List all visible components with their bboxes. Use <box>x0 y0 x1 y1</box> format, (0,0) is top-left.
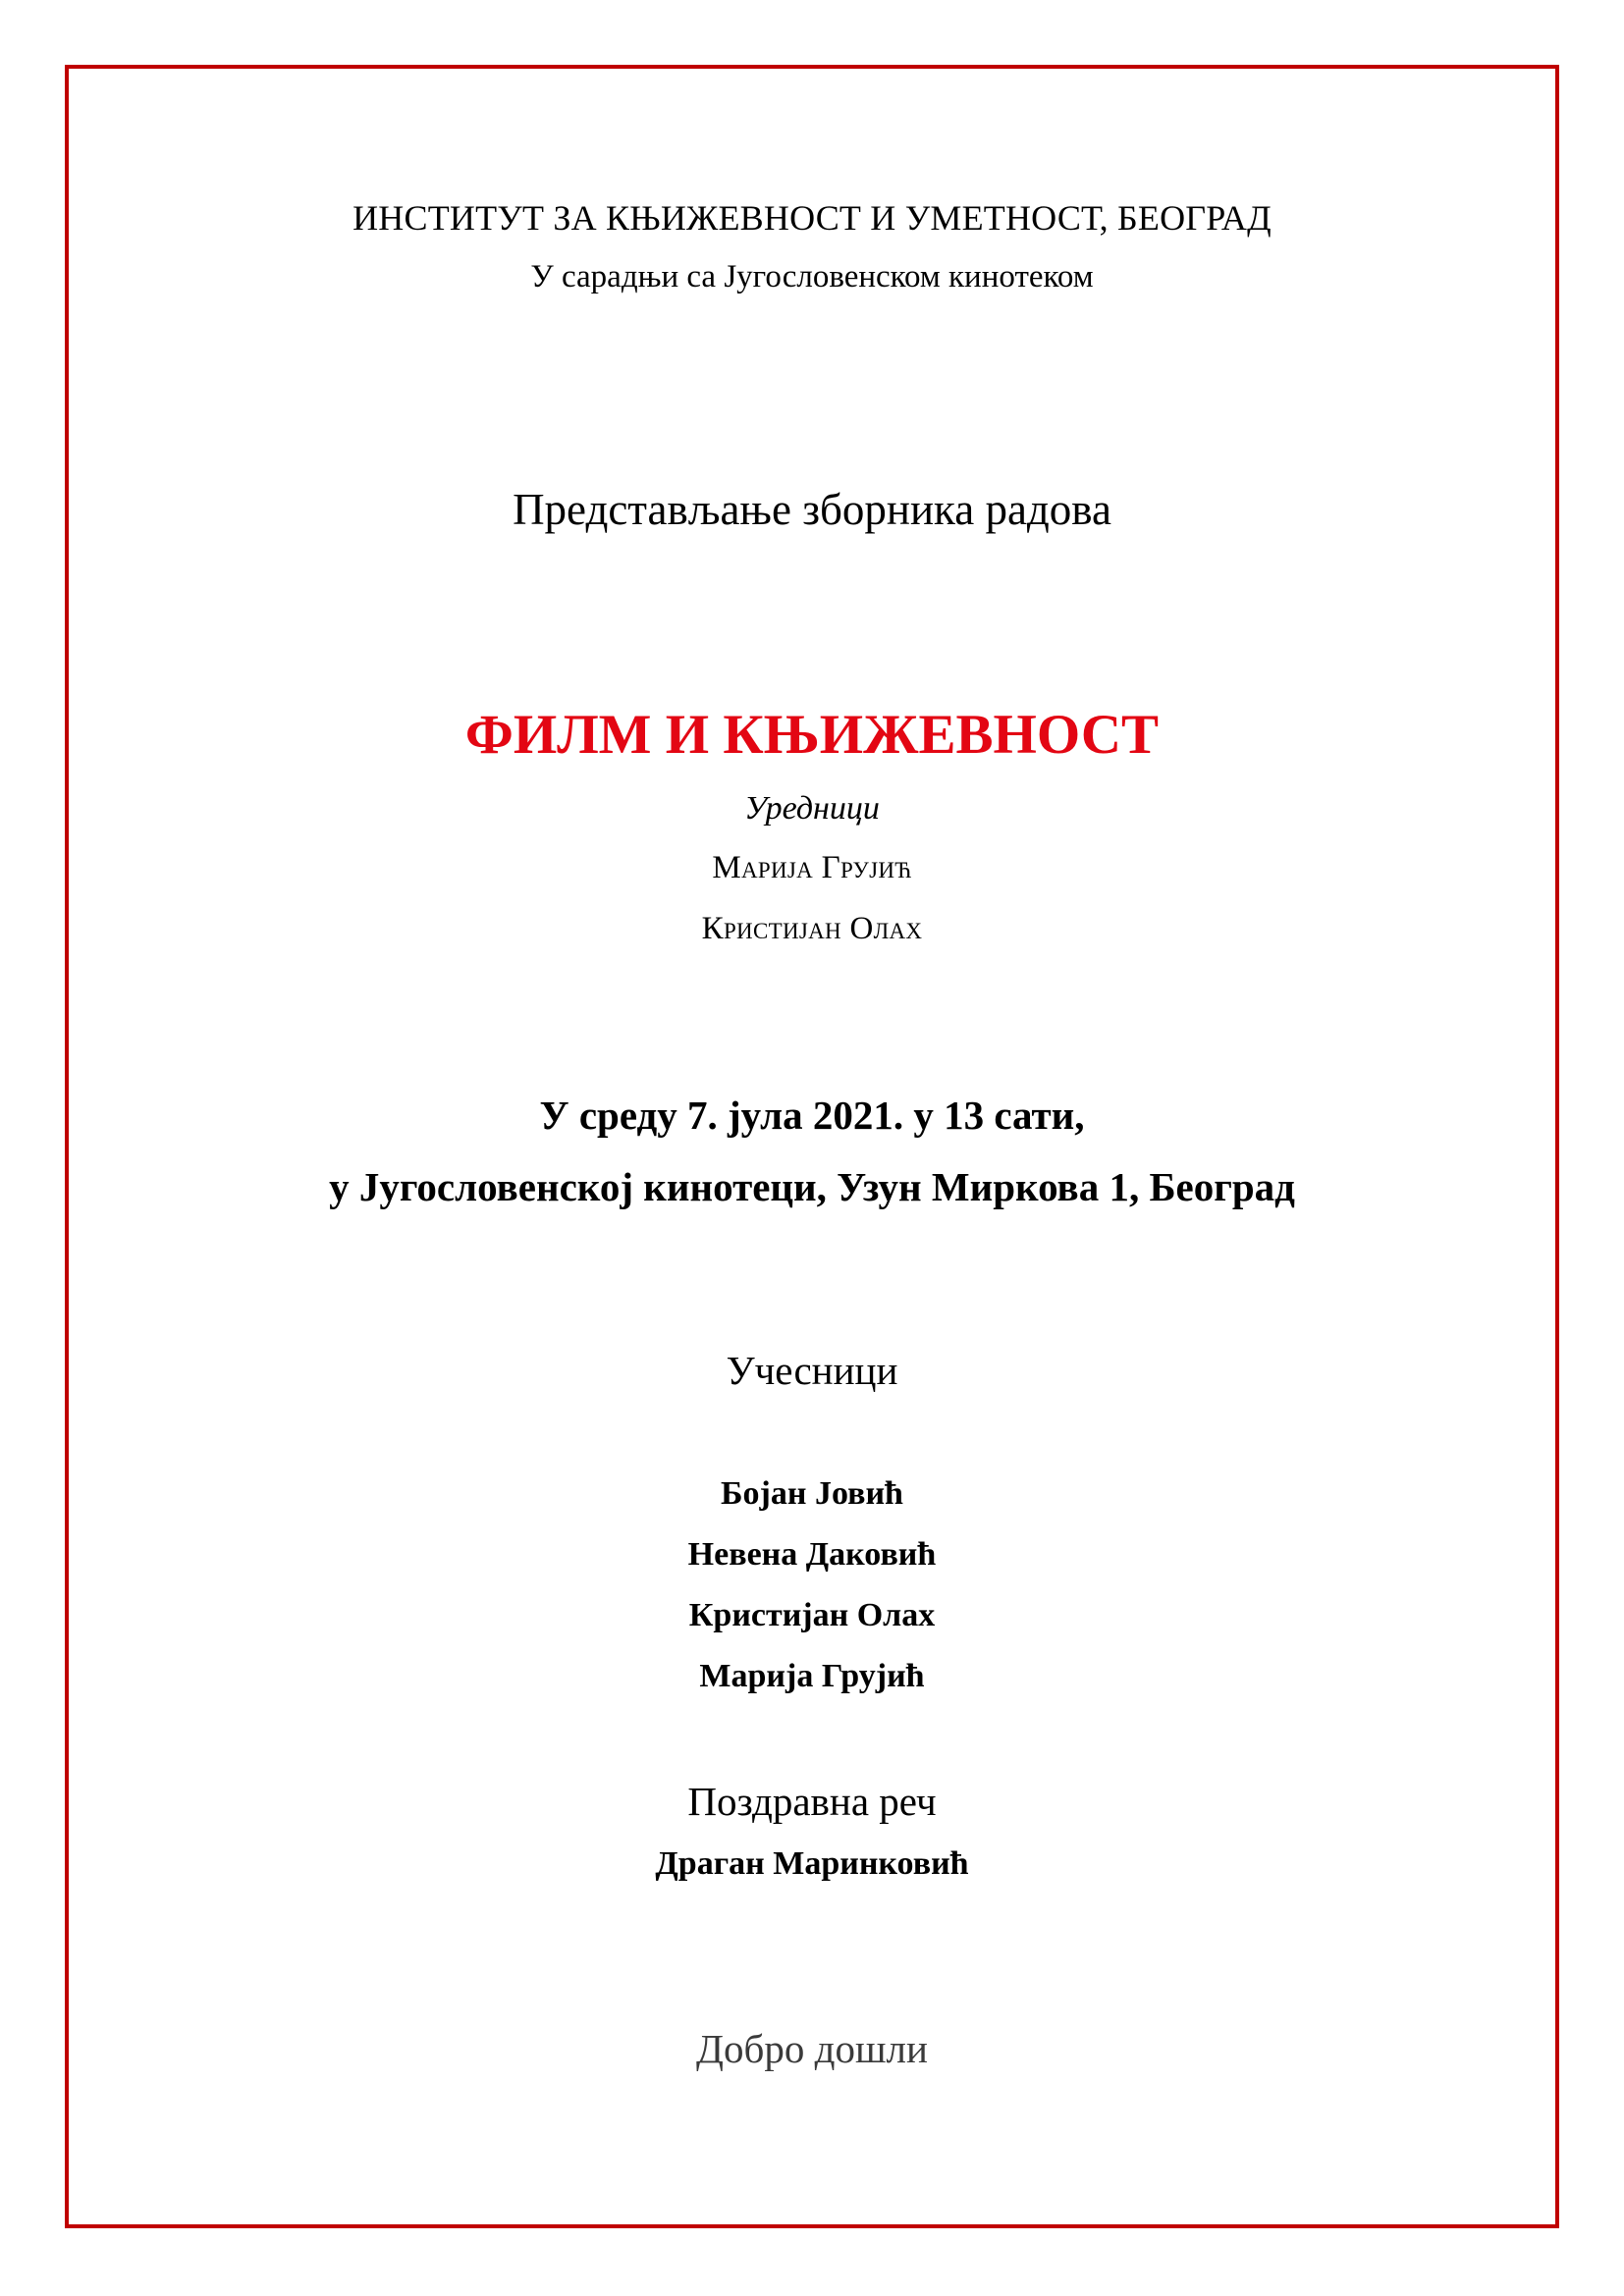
greeting-speaker: Драган Маринковић <box>655 1845 969 1882</box>
editor-name: Кристијан Олах <box>701 911 923 946</box>
editors-label: Уредници <box>744 790 880 827</box>
presentation-label: Представљање зборника радова <box>513 485 1111 534</box>
welcome-text: Добро дошли <box>696 2026 928 2071</box>
participant-name: Марија Грујић <box>699 1658 925 1694</box>
book-title: ФИЛМ И КЊИЖЕВНОСТ <box>464 704 1160 766</box>
participants-label: Учесници <box>726 1348 898 1393</box>
event-venue: у Југословенској кинотеци, Узун Миркова 1, Београд <box>329 1164 1295 1209</box>
collaboration-note: У сарадњи са Југословенском кинотеком <box>530 259 1094 294</box>
event-date-time: У среду 7. јула 2021. у 13 сати, <box>539 1093 1085 1138</box>
editor-name: Марија Грујић <box>712 850 912 885</box>
participant-name: Бојан Јовић <box>721 1475 903 1512</box>
participant-name: Невена Даковић <box>687 1536 937 1573</box>
greeting-label: Поздравна реч <box>687 1779 937 1824</box>
page-border <box>65 65 1559 2228</box>
institute-name: ИНСТИТУТ ЗА КЊИЖЕВНОСТ И УМЕТНОСТ, БЕОГРАД <box>352 198 1272 238</box>
participant-name: Кристијан Олах <box>688 1597 936 1633</box>
